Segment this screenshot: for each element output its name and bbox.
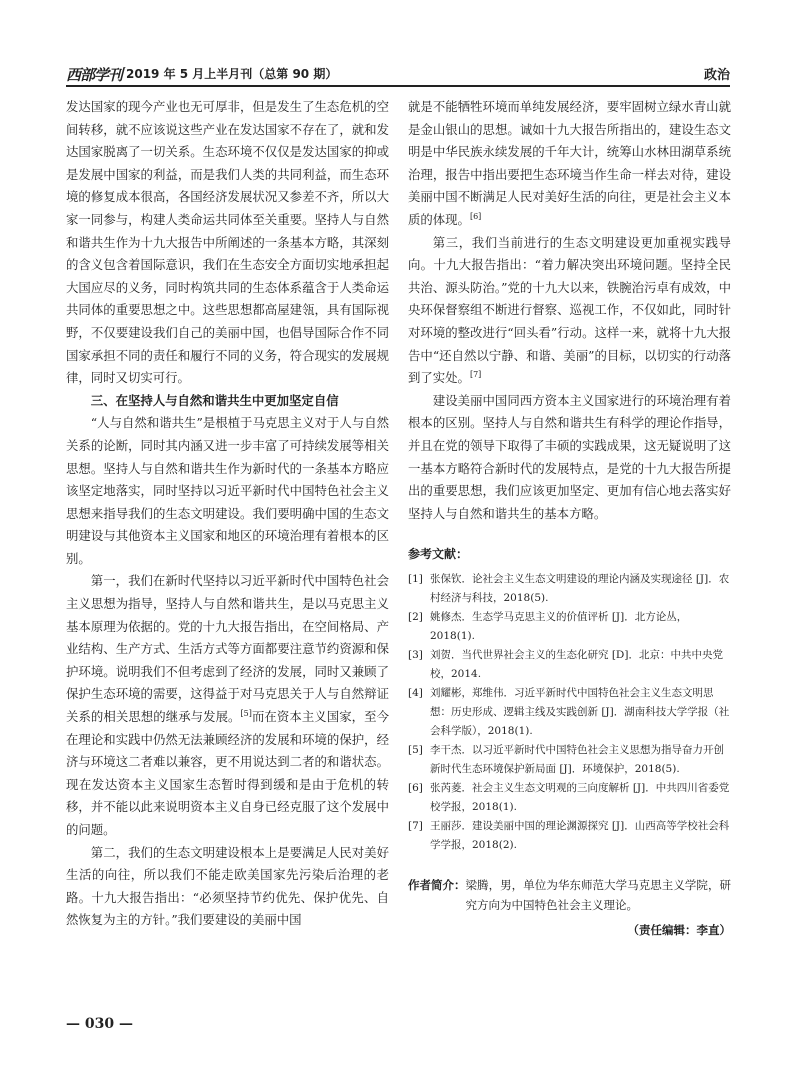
citation-marker: [6] bbox=[469, 211, 482, 221]
citation-marker: [5] bbox=[240, 708, 252, 718]
paragraph: 就是不能牺牲环境而单纯发展经济，要牢固树立绿水青山就是金山银山的思想。诚如十九大报告所指出的，建设生态文明是中华民族永续发展的千年大计，统筹山水林田湖草系统治理，报告中指出要把生态环境当作生命一样去对待，建设美丽中国不断满足人民对美好生活的向往，更是社会主义本质的体现。[6] bbox=[408, 99, 731, 227]
paragraph: 第一，我们在新时代坚持以习近平新时代中国特色社会主义思想为指导，坚持人与自然和谐共生，是以马克思主义基本原理为依据的。党的十九大报告指出，在空间格局、产业结构、生产方式、生活方式等方面都要注意节约资源和保护环境。说明我们不但考虑到了经济的发展，同时又兼顾了保护生态环境的需要，这得益于对马克思关于人与自然辩证关系的相关思想的继承与发展。[5]而在资本主义国家，至今在理论和实践中仍然无法兼顾经济的发展和环境的保护，经济与环境这二者难以兼容，更不用说达到二者的和谐状态。现在发达资本主义国家生态暂时得到缓和是由于危机的转移，并不能以此来说明资本主义自身已经克服了这个发展中的问题。 bbox=[66, 573, 390, 837]
author-bio bbox=[408, 875, 731, 915]
issue-info: 2019 年 5 月上半月刊（总第 90 期） bbox=[126, 67, 338, 81]
reference-item: [3] 刘贺．当代世界社会主义的生态化研究 [D]．北京：中共中央党校，2014. bbox=[408, 648, 723, 680]
responsible-editor: （责任编辑：李直） bbox=[627, 922, 731, 937]
paragraph: 第三，我们当前进行的生态文明建设更加重视实践导向。十九大报告指出：“着力解决突出环境问题。坚持全民共治、源头防治。”党的十九大以来，铁腕治污卓有成效，中央环保督察组不断进行督察、巡视工作，不仅如此，同时针对环境的整改进行“回头看”行动。这样一来，就将十九大报告中“还自然以宁静、和谐、美丽”的目标，以切实的行动落到了实处。[7] bbox=[408, 234, 731, 386]
reference-item: [2] 姚修杰．生态学马克思主义的价值评析 [J]．北方论丛，2018(1). bbox=[408, 610, 688, 642]
reference-list bbox=[408, 570, 731, 855]
right-column bbox=[408, 96, 731, 941]
author-label: 作者简介： bbox=[408, 877, 466, 892]
left-column bbox=[66, 96, 389, 932]
journal-logo: 西部学刊 bbox=[66, 66, 123, 84]
reference-item: [7] 王丽莎．建设美丽中国的理论渊源探究 [J]．山西高等学校社会科学学报，2018(2). bbox=[408, 819, 730, 851]
section-label: 政治 bbox=[703, 68, 730, 83]
author-text: 梁腾，男，单位为华东师范大学马克思主义学院，研究方向为中国特色社会主义理论。 bbox=[465, 877, 731, 912]
reference-item: [5] 李干杰．以习近平新时代中国特色社会主义思想为指导奋力开创新时代生态环境保护新局面 [J]．环境保护，2018(5). bbox=[408, 743, 724, 775]
running-header bbox=[66, 62, 730, 86]
section-heading: 三、在坚持人与自然和谐共生中更加坚定自信 bbox=[90, 392, 339, 408]
paragraph: 第二，我们的生态文明建设根本上是要满足人民对美好生活的向往，所以我们不能走欧美国家先污染后治理的老路。十九大报告指出：“必须坚持节约优先、保护优先、自然恢复为主的方针。”我们要建设的美丽中国 bbox=[66, 844, 389, 928]
reference-item: [6] 张芮菱．社会主义生态文明观的三向度解析 [J]．中共四川省委党校学报，2018(1). bbox=[408, 781, 730, 813]
paragraph: “人与自然和谐共生”是根植于马克思主义对于人与自然关系的论断，同时其内涵又进一步丰富了可持续发展等相关思想。坚持人与自然和谐共生作为新时代的一条基本方略应该坚定地落实，同时坚持以习近平新时代中国特色社会主义思想来指导我们的生态文明建设。我们要明确中国的生态文明建设与其他资本主义国家和地区的环境治理有着根本的区别。 bbox=[66, 415, 389, 566]
reference-item: [1] 张保钦．论社会主义生态文明建设的理论内涵及实现途径 [J]．农村经济与科技，2018(5). bbox=[408, 572, 730, 604]
citation-marker: [7] bbox=[469, 370, 482, 379]
header-rule bbox=[66, 85, 730, 87]
paragraph: 发达国家的现今产业也无可厚非，但是发生了生态危机的空间转移，就不应该说这些产业在发达国家不存在了，就和发达国家脱离了一切关系。生态环境不仅仅是发达国家的抑或是发展中国家的利益，而是我们人类的共同利益，而生态环境的修复成本很高，各国经济发展状况又参差不齐，所以大家一同参与，构建人类命运共同体至关重要。坚持人与自然和谐共生作为十九大报告中所阐述的一条基本方略，其深刻的含义包含着国际意识，我们在生态安全方面切实地承担起大国应尽的义务，同时构筑共同的生态体系蕴含于人类命运共同体的重要思想之中。这些思想都高屋建瓴，具有国际视野，不仅要建设我们自己的美丽中国，也倡导国际合作不同国家承担不同的责任和履行不同的义务，符合现实的发展规律，同时又切实可行。 bbox=[66, 99, 389, 386]
reference-item: [4] 刘耀彬，郑维伟．习近平新时代中国特色社会主义生态文明思想：历史形成、逻辑主线及实践创新 [J]．湖南科技大学学报（社会科学版），2018(1). bbox=[408, 686, 730, 737]
paragraph: 建设美丽中国同西方资本主义国家进行的环境治理有着根本的区别。坚持人与自然和谐共生有科学的理论作指导，并且在党的领导下取得了丰硕的实践成果，这无疑说明了这一基本方略符合新时代的发展特点，是党的十九大报告所提出的重要思想，我们应该更加坚定、更加有信心地去落实好坚持人与自然和谐共生的基本方略。 bbox=[408, 392, 731, 521]
references-title: 参考文献： bbox=[408, 547, 469, 562]
page-number: — 030 — bbox=[66, 1016, 133, 1032]
